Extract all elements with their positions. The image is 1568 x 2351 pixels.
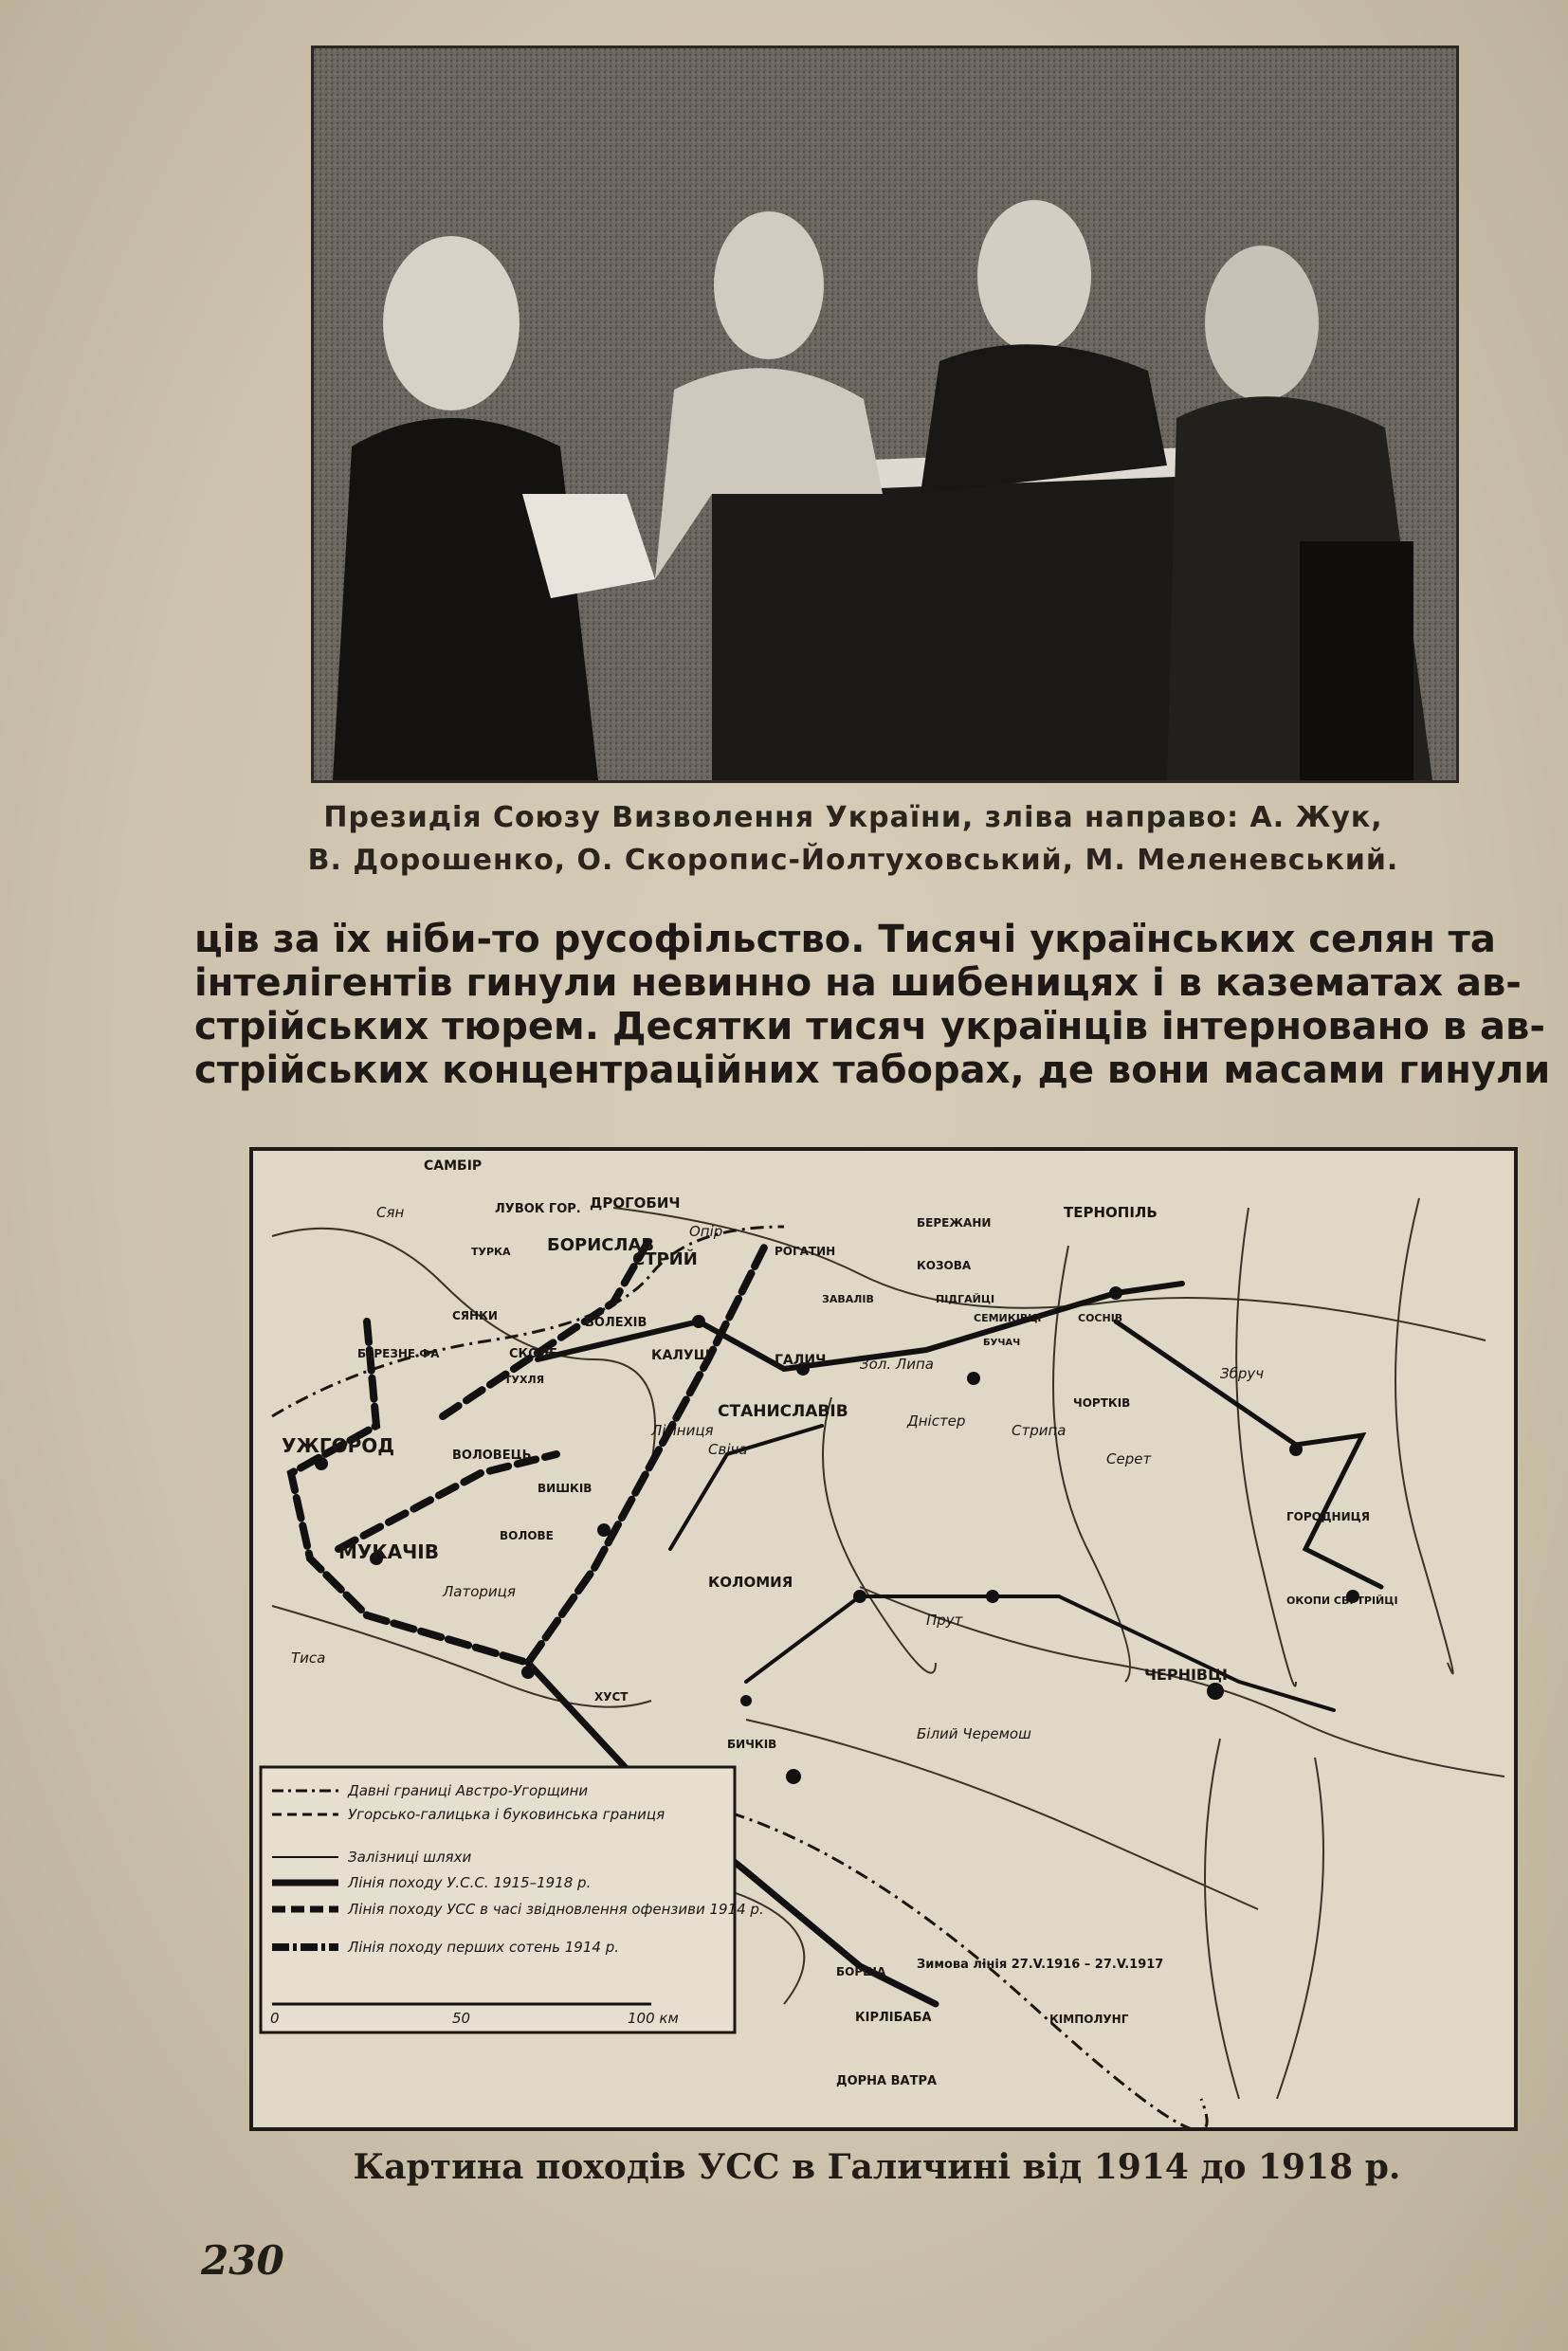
river-line	[1205, 1739, 1239, 2099]
river-label-sian: Сян	[376, 1204, 405, 1221]
town-marker	[967, 1372, 980, 1385]
group-photograph	[311, 46, 1459, 783]
town-marker	[740, 1695, 752, 1706]
town-marker	[986, 1590, 999, 1603]
map-label-sianky: СЯНКИ	[452, 1309, 498, 1322]
page-number: 230	[201, 2237, 284, 2284]
legend-entry: Залізниці шляхи	[348, 1849, 472, 1866]
map-label-berezhany: БЕРЕЖАНИ	[917, 1216, 992, 1230]
map-legend	[261, 1767, 764, 2032]
body-line: ців за їх ніби-то русофільство. Тисячі українських селян та	[194, 918, 1496, 961]
map-label-kolomyia: КОЛОМИЯ	[708, 1574, 793, 1591]
scale-label: 100 км	[628, 2010, 679, 2027]
river-label-seret: Серет	[1106, 1450, 1152, 1467]
town-marker	[1289, 1443, 1303, 1456]
map-label-sambir: САМБІР	[424, 1158, 483, 1174]
river-line	[613, 1208, 1486, 1340]
map-label-pidhaitsi: ПІДГАЙЦІ	[936, 1293, 995, 1305]
map-label-boryslav: БОРИСЛАВ	[547, 1235, 655, 1255]
map-label-horodnytsia: ГОРОДНИЦЯ	[1286, 1510, 1370, 1523]
map-label-volovets: ВОЛОВЕЦЬ	[452, 1449, 532, 1463]
map-label-berezne: БЕРЕЗНЕ ФА	[357, 1347, 440, 1360]
town-marker	[1109, 1286, 1122, 1300]
map-label-drohobych: ДРОГОБИЧ	[590, 1194, 681, 1212]
map-label-rohatyn: РОГАТИН	[775, 1245, 836, 1258]
map-label-winter-line: Зимова лінія 27.V.1916 – 27.V.1917	[917, 1958, 1164, 1972]
legend-entry: Давні границі Австро-Угорщини	[348, 1782, 589, 1799]
map-label-sosniv: СОСНІВ	[1078, 1312, 1123, 1324]
scale-label: 0	[270, 2010, 280, 2027]
body-line: стрійських тюрем. Десятки тисяч українців інтерновано в ав-	[194, 1005, 1545, 1048]
river-label-zbruch: Збруч	[1220, 1365, 1265, 1382]
map-label-uzhhorod: УЖГОРОД	[282, 1434, 395, 1457]
map-caption: Картина походів УСС в Галичині від 1914 до 1918 р.	[353, 2147, 1401, 2187]
scale-label: 50	[452, 2010, 471, 2027]
map-label-lvov-gor: ЛУВОК ГОР.	[495, 1202, 581, 1216]
map-label-kirlibaba: КІРЛІБАБА	[855, 2011, 932, 2025]
map-label-chortkiv: ЧОРТКІВ	[1073, 1396, 1131, 1410]
map-label-turka: ТУРКА	[471, 1246, 511, 1258]
town-marker	[521, 1666, 535, 1679]
river-label-svicha: Свіча	[708, 1441, 748, 1458]
map-label-bychkiv: БИЧКІВ	[727, 1738, 777, 1751]
map-label-semykivtsi: СЕМИКІВЦІ	[974, 1312, 1042, 1324]
map-label-mukachiv: МУКАЧІВ	[338, 1540, 439, 1563]
photo-caption-line-1: Президія Союзу Визволення України, зліва направо: А. Жук,	[323, 801, 1383, 834]
map-label-buchach: БУЧАЧ	[983, 1338, 1021, 1348]
river-line	[1395, 1198, 1453, 1673]
body-line: інтелігентів гинули невинно на шибеницях і в казематах ав-	[194, 961, 1522, 1005]
legend-entry: Лінія походу У.С.С. 1915–1918 р.	[348, 1874, 592, 1891]
river-label-prut: Прут	[926, 1612, 963, 1629]
campaign-route-line	[338, 1236, 651, 1549]
body-paragraph	[194, 918, 1550, 1092]
body-line: стрійських концентраційних таборах, де вони масами гинули	[194, 1048, 1551, 1092]
campaign-route-line	[1116, 1321, 1381, 1587]
map-label-kozova: КОЗОВА	[917, 1259, 972, 1272]
river-label-limnytsia: Лімниця	[651, 1422, 714, 1439]
town-marker	[853, 1590, 866, 1603]
legend-entry: Лінія походу перших сотень 1914 р.	[348, 1939, 619, 1956]
river-label-bila-cheremosh: Білий Черемош	[917, 1725, 1031, 1742]
river-line	[746, 1720, 1258, 1909]
legend-entry: Лінія походу УСС в часі звідновлення офензиви 1914 р.	[348, 1901, 764, 1918]
map-label-skole: СКОЛЕ	[509, 1347, 557, 1361]
map-label-borsha: БОРША	[836, 1965, 886, 1978]
map-label-dorna-vatra: ДОРНА ВАТРА	[836, 2074, 938, 2088]
map-label-zavaliv: ЗАВАЛІВ	[822, 1293, 874, 1305]
town-marker	[597, 1523, 611, 1537]
map-label-chernivtsi: ЧЕРНІВЦІ	[1144, 1666, 1228, 1684]
map-label-okopy: ОКОПИ СВ. ТРІЙЦІ	[1286, 1595, 1398, 1607]
map-label-stryi: СТРИЙ	[632, 1249, 698, 1269]
river-line	[1277, 1758, 1323, 2099]
map-label-vyshkiv: ВИШКІВ	[538, 1482, 593, 1495]
map-label-kalush: КАЛУШ	[651, 1348, 710, 1363]
river-line	[1236, 1208, 1296, 1686]
map-label-tukhlia: ТУХЛЯ	[504, 1374, 545, 1386]
map-label-stanyslaviv: СТАНИСЛАВІВ	[718, 1402, 848, 1421]
town-marker	[692, 1315, 705, 1328]
river-label-zolota-lypa: Зол. Липа	[860, 1356, 934, 1373]
town-marker	[1207, 1683, 1224, 1700]
map-label-volove: ВОЛОВЕ	[500, 1529, 554, 1542]
map-label-ternopil: ТЕРНОПІЛЬ	[1064, 1204, 1158, 1221]
map-label-bolekhiv: БОЛЕХІВ	[585, 1316, 647, 1330]
photo-caption-line-2: В. Дорошенко, О. Скоропис-Йолтуховський, М. Меленевський.	[307, 844, 1399, 877]
map-label-khust: ХУСТ	[594, 1690, 629, 1704]
river-label-dniester: Дністер	[907, 1412, 966, 1430]
railway-line	[670, 1426, 1334, 1710]
map-label-kimpolung: КІМПОЛУНГ	[1049, 2013, 1129, 2026]
town-marker	[315, 1457, 328, 1470]
river-line	[823, 1397, 936, 1673]
river-label-latorytsia: Латориця	[443, 1583, 516, 1600]
map-label-halych: ГАЛИЧ	[775, 1353, 827, 1368]
river-label-tysa: Тиса	[291, 1649, 326, 1667]
legend-entry: Угорсько-галицька і буковинська границя	[348, 1806, 665, 1823]
river-label-strypa: Стрипа	[1012, 1422, 1067, 1439]
town-marker	[786, 1769, 801, 1784]
river-label-opir: Опір	[689, 1223, 723, 1240]
campaign-map	[249, 1147, 1518, 2131]
